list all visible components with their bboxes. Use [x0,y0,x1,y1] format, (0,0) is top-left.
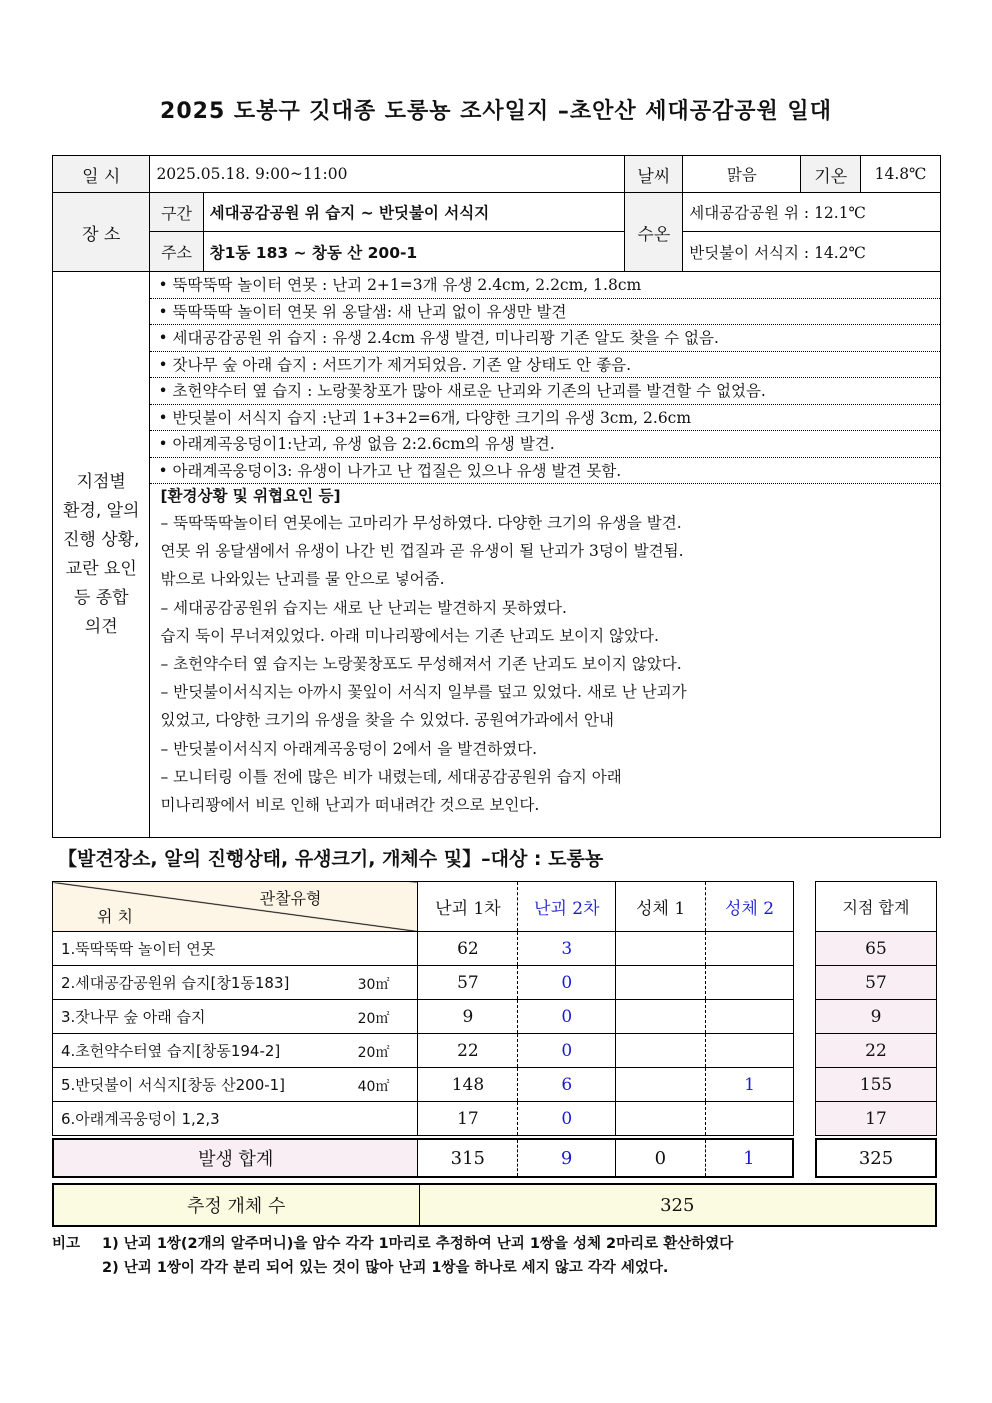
environment-line: – 반딧불이서식지 아래계곡웅덩이 2에서 을 발견하였다. [160,739,538,758]
weather-value: 맑음 [683,156,801,193]
cell-egg-1: 17 [418,1102,518,1136]
observation-line: • 반딧불이 서식지 습지 :난괴 1+3+2=6개, 다양한 크기의 유생 3cm, 2.6cm [150,405,940,432]
site-total-header: 지점 합계 [816,882,937,932]
observation-line: • 뚝딱뚝딱 놀이터 연못 : 난괴 2+1=3개 유생 2.4cm, 2.2cm, 1.8cm [150,272,940,299]
location-name: 4.초헌약수터옆 습지[창동194-2] 20㎡ [53,1034,418,1068]
environment-heading: [환경상황 및 위협요인 등] [160,487,341,505]
environment-line: – 세대공감공원위 습지는 새로 난 난괴는 발견하지 못하였다. [160,598,567,617]
cell-adult-1 [616,1068,706,1102]
cell-adult-2 [706,1034,794,1068]
location-name: 2.세대공감공원위 습지[창1동183] 30㎡ [53,966,418,1000]
estimate-table [52,1183,937,1227]
temp-label: 기온 [801,156,861,193]
water-temp-label: 수온 [625,193,683,272]
section-label: 구간 [150,193,203,232]
environment-line: – 초헌약수터 옆 습지는 노랑꽃창포도 무성해져서 기존 난괴도 보이지 않았다. [160,654,682,673]
observation-line: • 잣나무 숲 아래 습지 : 서뜨기가 제거되었음. 기존 알 상태도 안 좋음. [150,352,940,379]
cell-egg-2: 3 [518,932,616,966]
table-row [53,1102,794,1136]
survey-info-table [52,155,941,838]
cell-adult-1 [616,1034,706,1068]
environment-line: 습지 둑이 무너져있었다. 아래 미나리꽝에서는 기존 난괴도 보이지 않았다. [160,626,659,645]
header-type-label: 관찰유형 [259,889,322,908]
environment-line: 있었고, 다양한 크기의 유생을 찾을 수 있었다. 공원여가과에서 안내 [160,711,614,730]
opinion-content [150,272,941,838]
occurrence-sum-table [52,1138,794,1178]
observation-line: • 아래계곡웅덩이3: 유생이 나가고 난 껍질은 있으나 유생 발견 못함. [150,458,940,485]
estimate-value: 325 [419,1184,936,1226]
cell-egg-1: 57 [418,966,518,1000]
cell-egg-2: 0 [518,1034,616,1068]
cell-adult-2 [706,932,794,966]
col-header-adult-1: 성체 1 [616,882,706,932]
cell-adult-2 [706,966,794,1000]
col-header-egg-2: 난괴 2차 [518,882,616,932]
sum-adult-2: 1 [705,1139,793,1177]
water-temp-1: 세대공감공원 위 : 12.1℃ [683,193,941,232]
notes-label: 비고 [52,1236,81,1252]
table-row [53,1068,794,1102]
cell-egg-1: 22 [418,1034,518,1068]
cell-adult-1 [616,1000,706,1034]
date-value: 2025.05.18. 9:00~11:00 [150,156,625,193]
cell-egg-2: 0 [518,966,616,1000]
environment-line: 밖으로 나와있는 난괴를 물 안으로 넣어줌. [160,570,445,589]
sum-total: 325 [816,1139,936,1177]
date-label: 일 시 [53,156,150,193]
opinion-label: 지점별 환경, 알의 진행 상황, 교란 요인 등 종합 의견 [53,272,150,838]
notes [52,1232,733,1280]
table-row [53,932,794,966]
observation-line: • 세대공감공원 위 습지 : 유생 2.4cm 유생 발견, 미나리꽝 기존 알도 찾을 수 없음. [150,325,940,352]
address-value: 창1동 183 ~ 창동 산 200-1 [203,232,625,272]
col-header-adult-2: 성체 2 [706,882,794,932]
sum-adult-1: 0 [615,1139,705,1177]
sum-egg-2: 9 [518,1139,616,1177]
place-label: 장 소 [53,193,150,272]
cell-egg-2: 6 [518,1068,616,1102]
note-line: 2) 난괴 1쌍이 각각 분리 되어 있는 것이 많아 난괴 1쌍을 하나로 세지 않고 각각 세었다. [102,1260,669,1276]
table-row [53,966,794,1000]
environment-line: 연못 위 옹달샘에서 유생이 나간 빈 껍질과 곧 유생이 될 난괴가 3덩이 발견됨. [160,542,684,561]
cell-adult-1 [616,1102,706,1136]
observation-line: • 아래계곡웅덩이1:난괴, 유생 없음 2:2.6cm의 유생 발견. [150,431,940,458]
occurrence-total-table [815,1138,937,1178]
findings-table [52,881,794,1136]
cell-adult-2 [706,1102,794,1136]
observation-line: • 뚝딱뚝딱 놀이터 연못 위 옹달샘: 새 난괴 없이 유생만 발견 [150,299,940,326]
cell-egg-1: 148 [418,1068,518,1102]
location-name: 5.반딧불이 서식지[창동 산200-1] 40㎡ [53,1068,418,1102]
cell-egg-1: 62 [418,932,518,966]
sum-label: 발생 합계 [53,1139,418,1177]
page-title: 2025 도봉구 깃대종 도롱뇽 조사일지 –초안산 세대공감공원 일대 [160,99,832,124]
section-value: 세대공감공원 위 습지 ~ 반딧불이 서식지 [203,193,625,232]
table-row [53,1000,794,1034]
header-location-label: 위 치 [97,907,133,926]
site-totals-table [815,881,937,1136]
weather-label: 날씨 [625,156,683,193]
site-total-cell: 57 [816,966,937,1000]
cell-egg-2: 0 [518,1102,616,1136]
cell-adult-2 [706,1000,794,1034]
location-name: 6.아래계곡웅덩이 1,2,3 [53,1102,418,1136]
site-total-cell: 155 [816,1068,937,1102]
location-name: 3.잣나무 숲 아래 습지 20㎡ [53,1000,418,1034]
sum-egg-1: 315 [418,1139,518,1177]
environment-line: – 반딧불이서식지는 아까시 꽃잎이 서식지 일부를 덮고 있었다. 새로 난 난괴가 [160,683,687,702]
water-temp-2: 반딧불이 서식지 : 14.2℃ [683,232,941,272]
cell-egg-2: 0 [518,1000,616,1034]
site-total-cell: 17 [816,1102,937,1136]
note-line: 1) 난괴 1쌍(2개의 알주머니)을 암수 각각 1마리로 추정하여 난괴 1쌍을 성체 2마리로 환산하였다 [102,1236,734,1252]
observation-line: • 초헌약수터 옆 습지 : 노랑꽃창포가 많아 새로운 난괴와 기존의 난괴를 발견할 수 없었음. [150,378,940,405]
table-row [53,1034,794,1068]
environment-line: 미나리꽝에서 비로 인해 난괴가 떠내려간 것으로 보인다. [160,795,540,814]
cell-adult-2: 1 [706,1068,794,1102]
findings-title: 【발견장소, 알의 진행상태, 유생크기, 개체수 및】–대상 : 도롱뇽 [58,848,604,870]
header-diagonal-cell [53,882,418,932]
environment-line: – 뚝딱뚝딱놀이터 연못에는 고마리가 무성하였다. 다양한 크기의 유생을 발견. [160,514,682,532]
col-header-egg-1: 난괴 1차 [418,882,518,932]
site-total-cell: 65 [816,932,937,966]
address-label: 주소 [150,232,203,272]
site-total-cell: 22 [816,1034,937,1068]
location-name: 1.뚝딱뚝딱 놀이터 연못 [53,932,418,966]
site-total-cell: 9 [816,1000,937,1034]
cell-adult-1 [616,966,706,1000]
cell-adult-1 [616,932,706,966]
estimate-label: 추정 개체 수 [53,1184,419,1226]
cell-egg-1: 9 [418,1000,518,1034]
temp-value: 14.8℃ [861,156,941,193]
environment-line: – 모니터링 이틀 전에 많은 비가 내렸는데, 세대공감공원위 습지 아래 [160,767,622,786]
